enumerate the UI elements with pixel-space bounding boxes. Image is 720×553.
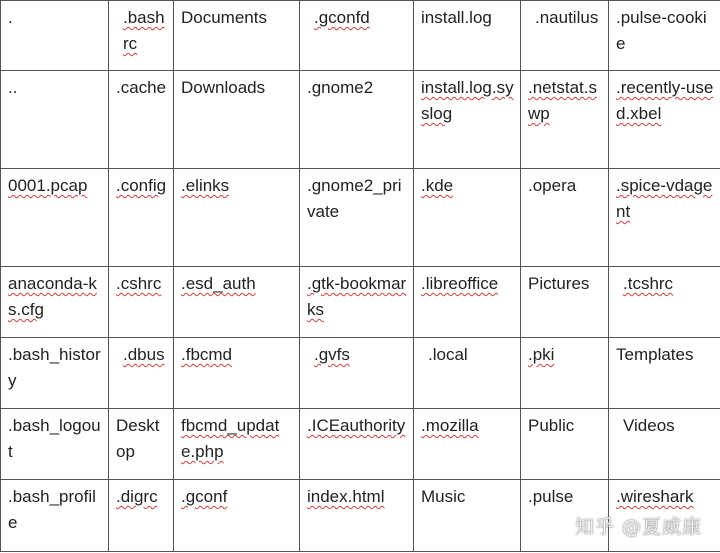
table-cell: fbcmd_update.php [174, 409, 300, 480]
table-cell: 0001.pcap [1, 169, 109, 267]
table-cell: .local [414, 338, 521, 409]
table-cell: .wireshark [609, 480, 720, 552]
table-row [1, 267, 720, 338]
table-cell: .gnome2 [300, 71, 414, 169]
table-row [1, 338, 720, 409]
table-cell: .esd_auth [174, 267, 300, 338]
table-cell: Templates [609, 338, 720, 409]
table-cell: .tcshrc [609, 267, 720, 338]
table-cell: .gtk-bookmarks [300, 267, 414, 338]
table-cell: .elinks [174, 169, 300, 267]
table-cell: .mozilla [414, 409, 521, 480]
table-cell: Pictures [521, 267, 609, 338]
table-cell: Music [414, 480, 521, 552]
table-row [1, 71, 720, 169]
table-cell: .gconfd [300, 1, 414, 71]
table-cell: .. [1, 71, 109, 169]
table-cell: Public [521, 409, 609, 480]
table-cell: .bashrc [109, 1, 174, 71]
table-cell: anaconda-ks.cfg [1, 267, 109, 338]
table-cell: install.log.syslog [414, 71, 521, 169]
table-row [1, 169, 720, 267]
table-cell: .opera [521, 169, 609, 267]
table-cell: Desktop [109, 409, 174, 480]
table-cell: .kde [414, 169, 521, 267]
table-cell: .dbus [109, 338, 174, 409]
table-cell: .config [109, 169, 174, 267]
table-cell: .fbcmd [174, 338, 300, 409]
table-cell: .libreoffice [414, 267, 521, 338]
table-row [1, 409, 720, 480]
table-cell: .pulse [521, 480, 609, 552]
table-cell: .ICEauthority [300, 409, 414, 480]
table-cell: Videos [609, 409, 720, 480]
table-cell: .spice-vdagent [609, 169, 720, 267]
table-cell: install.log [414, 1, 521, 71]
table-cell: .nautilus [521, 1, 609, 71]
table-cell: .bash_history [1, 338, 109, 409]
table-row [1, 1, 720, 71]
table-cell: . [1, 1, 109, 71]
table-cell: .pki [521, 338, 609, 409]
table-cell: .pulse-cookie [609, 1, 720, 71]
table-cell: .cshrc [109, 267, 174, 338]
table-cell: .bash_logout [1, 409, 109, 480]
table-cell: .netstat.swp [521, 71, 609, 169]
table-cell: .gconf [174, 480, 300, 552]
table-cell: .bash_profile [1, 480, 109, 552]
table-cell: .digrc [109, 480, 174, 552]
table-cell: Downloads [174, 71, 300, 169]
table-cell: .gvfs [300, 338, 414, 409]
table-cell: index.html [300, 480, 414, 552]
table-cell: .gnome2_private [300, 169, 414, 267]
table-cell: Documents [174, 1, 300, 71]
table-cell: .recently-used.xbel [609, 71, 720, 169]
watermark: 知乎 @夏威康 [574, 516, 702, 538]
table-cell: .cache [109, 71, 174, 169]
